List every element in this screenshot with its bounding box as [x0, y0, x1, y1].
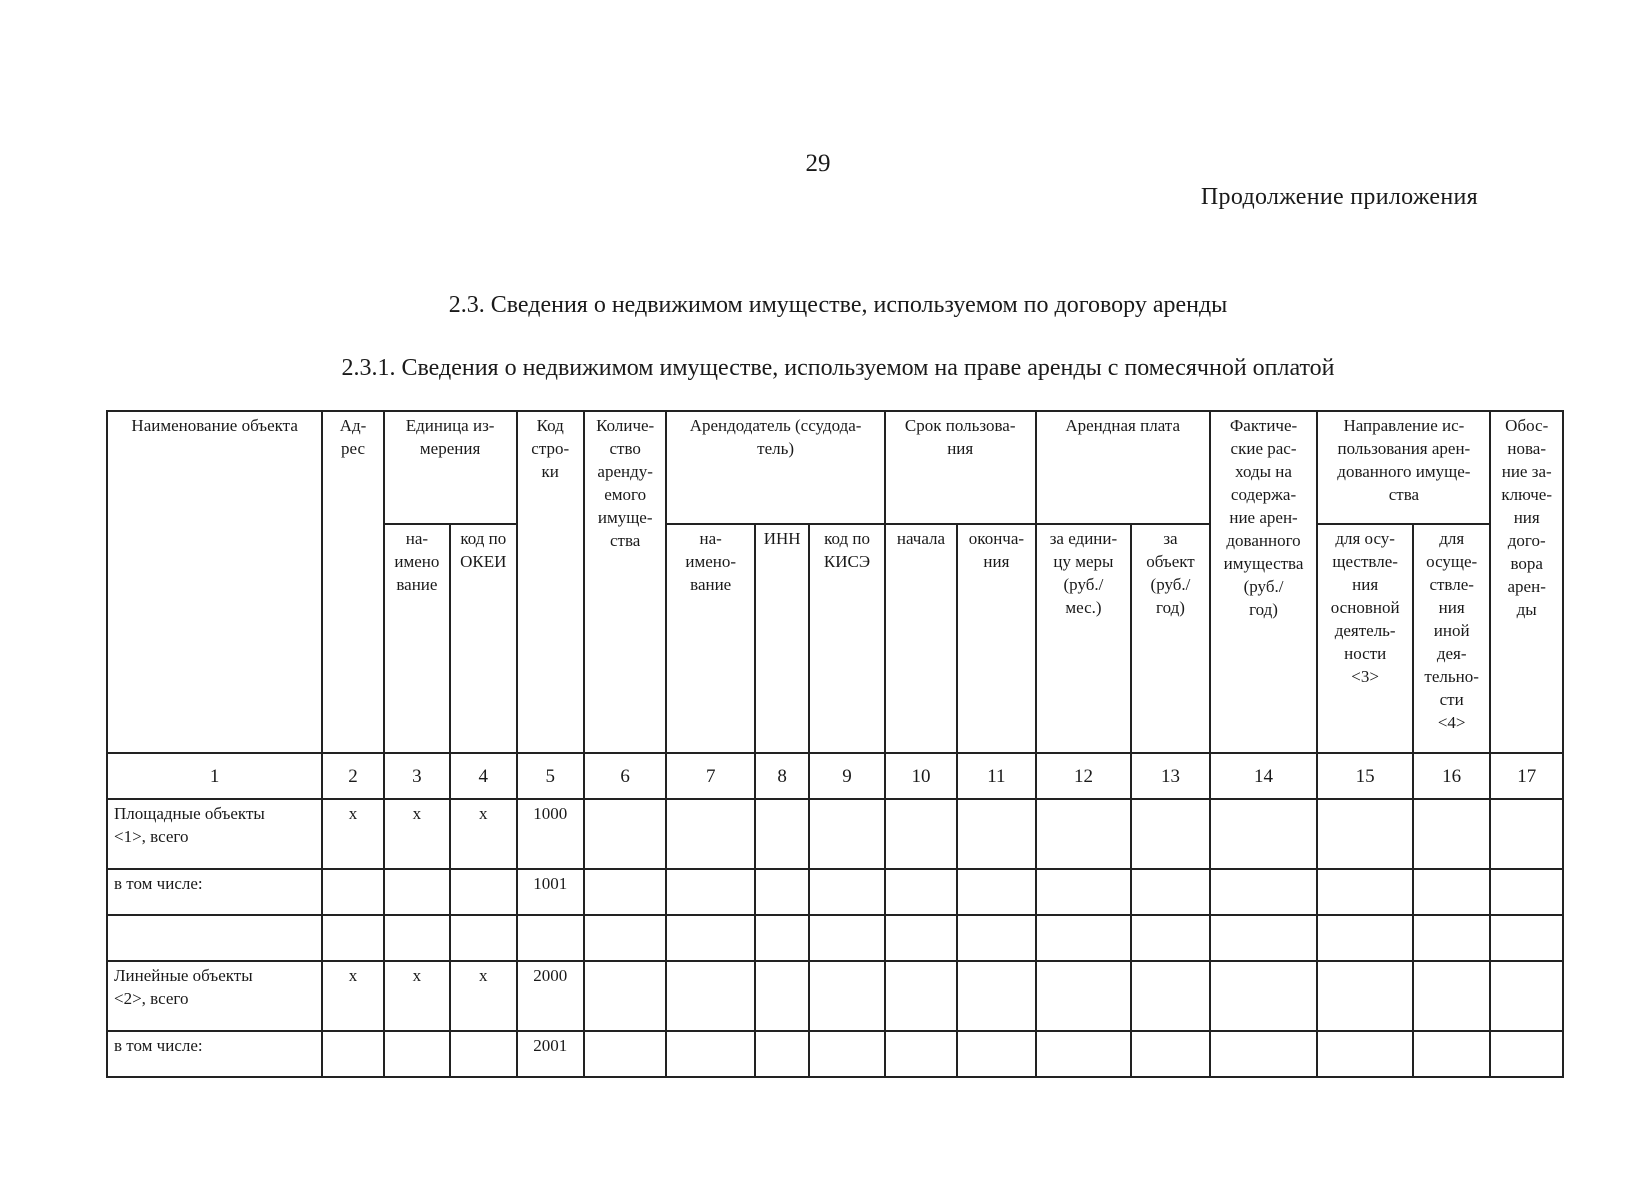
empty-cell[interactable] [1490, 799, 1563, 869]
empty-cell[interactable] [584, 1031, 667, 1077]
subsection-title: 2.3.1. Сведения о недвижимом имуществе, используемом на праве аренды с помесячной оплатой [341, 355, 1335, 381]
empty-cell[interactable] [957, 869, 1035, 915]
row-unit-name-cell[interactable] [384, 915, 450, 961]
column-number: 9 [809, 753, 884, 799]
column-number: 1 [107, 753, 322, 799]
header-rent: Арендная плата [1036, 411, 1210, 524]
section-title: 2.3. Сведения о недвижимом имуществе, используемом по договору аренды [448, 292, 1228, 318]
row-unit-name-cell[interactable]: x [384, 799, 450, 869]
empty-cell[interactable] [1036, 799, 1132, 869]
row-okei-cell[interactable]: x [450, 799, 516, 869]
empty-cell[interactable] [885, 961, 957, 1031]
empty-cell[interactable] [1036, 961, 1132, 1031]
empty-cell[interactable] [885, 1031, 957, 1077]
header-quantity: Количе- ство аренду- емого имуще- ства [584, 411, 667, 753]
empty-cell[interactable] [1413, 869, 1490, 915]
empty-cell[interactable] [1317, 869, 1413, 915]
row-unit-name-cell[interactable] [384, 1031, 450, 1077]
empty-cell[interactable] [1131, 961, 1209, 1031]
empty-cell[interactable] [1413, 961, 1490, 1031]
empty-cell[interactable] [1413, 915, 1490, 961]
header-direction-main: для осу- ществле- ния основной деятель- ности <3> [1317, 524, 1413, 753]
empty-cell[interactable] [1036, 915, 1132, 961]
empty-cell[interactable] [1131, 799, 1209, 869]
empty-cell[interactable] [666, 1031, 755, 1077]
table-row [107, 799, 1563, 869]
row-okei-cell[interactable] [450, 915, 516, 961]
empty-cell[interactable] [1210, 915, 1318, 961]
empty-cell[interactable] [584, 799, 667, 869]
column-number: 12 [1036, 753, 1132, 799]
header-actual-costs: Фактиче- ские рас- ходы на содержа- ние арен- дованного имущества (руб./ год) [1210, 411, 1318, 753]
empty-cell[interactable] [1036, 869, 1132, 915]
row-name-cell[interactable]: в том числе: [107, 1031, 322, 1077]
empty-cell[interactable] [1490, 869, 1563, 915]
table-row [107, 1031, 1563, 1077]
empty-cell[interactable] [1210, 869, 1318, 915]
row-unit-name-cell[interactable]: x [384, 961, 450, 1031]
row-okei-cell[interactable] [450, 869, 516, 915]
table-row [107, 961, 1563, 1031]
empty-cell[interactable] [1036, 1031, 1132, 1077]
column-number: 13 [1131, 753, 1209, 799]
row-name-cell[interactable]: Линейные объекты <2>, всего [107, 961, 322, 1031]
empty-cell[interactable] [1490, 961, 1563, 1031]
row-unit-name-cell[interactable] [384, 869, 450, 915]
row-address-cell[interactable] [322, 1031, 383, 1077]
column-number: 7 [666, 753, 755, 799]
column-number: 3 [384, 753, 450, 799]
row-code-cell [517, 915, 584, 961]
row-code-cell: 1001 [517, 869, 584, 915]
header-rent-unit: за едини- цу меры (руб./ мес.) [1036, 524, 1132, 753]
header-term: Срок пользова- ния [885, 411, 1036, 524]
empty-cell[interactable] [1317, 1031, 1413, 1077]
row-address-cell[interactable] [322, 915, 383, 961]
rental-property-table [106, 410, 1564, 1078]
table-row [107, 869, 1563, 915]
empty-cell[interactable] [885, 869, 957, 915]
empty-cell[interactable] [1413, 1031, 1490, 1077]
empty-cell[interactable] [584, 961, 667, 1031]
column-numbers-row [107, 753, 1563, 799]
row-okei-cell[interactable]: x [450, 961, 516, 1031]
column-number: 17 [1490, 753, 1563, 799]
header-row-1 [107, 411, 1563, 524]
empty-cell[interactable] [1490, 915, 1563, 961]
column-number: 15 [1317, 753, 1413, 799]
header-rent-object: за объект (руб./ год) [1131, 524, 1209, 753]
column-number: 16 [1413, 753, 1490, 799]
empty-cell[interactable] [1490, 1031, 1563, 1077]
continuation-label: Продолжение приложения [1200, 184, 1478, 210]
empty-cell[interactable] [809, 869, 884, 915]
empty-cell[interactable] [666, 799, 755, 869]
empty-cell[interactable] [809, 961, 884, 1031]
page-number: 29 [805, 150, 831, 177]
header-unit-okei: код по ОКЕИ [450, 524, 516, 753]
column-number: 11 [957, 753, 1035, 799]
table-row [107, 915, 1563, 961]
empty-cell[interactable] [957, 915, 1035, 961]
header-lessor: Арендодатель (ссудода- тель) [666, 411, 884, 524]
column-number: 14 [1210, 753, 1318, 799]
empty-cell[interactable] [1210, 961, 1318, 1031]
header-unit-name: на- имено вание [384, 524, 450, 753]
empty-cell[interactable] [755, 869, 809, 915]
empty-cell[interactable] [666, 961, 755, 1031]
empty-cell[interactable] [755, 915, 809, 961]
column-number: 2 [322, 753, 383, 799]
empty-cell[interactable] [1131, 869, 1209, 915]
column-number: 6 [584, 753, 667, 799]
row-code-cell: 1000 [517, 799, 584, 869]
header-code: Код стро- ки [517, 411, 584, 753]
header-direction-other: для осуще- ствле- ния иной дея- тельно- сти <4> [1413, 524, 1490, 753]
row-name-cell[interactable] [107, 915, 322, 961]
empty-cell[interactable] [1210, 799, 1318, 869]
empty-cell[interactable] [957, 961, 1035, 1031]
row-okei-cell[interactable] [450, 1031, 516, 1077]
column-number: 4 [450, 753, 516, 799]
empty-cell[interactable] [1317, 915, 1413, 961]
empty-cell[interactable] [957, 1031, 1035, 1077]
row-name-cell[interactable]: в том числе: [107, 869, 322, 915]
empty-cell[interactable] [755, 961, 809, 1031]
empty-cell[interactable] [1317, 961, 1413, 1031]
header-term-start: начала [885, 524, 957, 753]
row-code-cell: 2000 [517, 961, 584, 1031]
empty-cell[interactable] [809, 1031, 884, 1077]
empty-cell[interactable] [584, 915, 667, 961]
row-address-cell[interactable] [322, 869, 383, 915]
column-number: 8 [755, 753, 809, 799]
empty-cell[interactable] [1413, 799, 1490, 869]
header-lessor-name: на- имено- вание [666, 524, 755, 753]
empty-cell[interactable] [666, 915, 755, 961]
header-address: Ад- рес [322, 411, 383, 753]
empty-cell[interactable] [1131, 1031, 1209, 1077]
row-code-cell: 2001 [517, 1031, 584, 1077]
empty-cell[interactable] [755, 1031, 809, 1077]
empty-cell[interactable] [885, 799, 957, 869]
empty-cell[interactable] [957, 799, 1035, 869]
empty-cell[interactable] [666, 869, 755, 915]
empty-cell[interactable] [1210, 1031, 1318, 1077]
row-address-cell[interactable]: x [322, 799, 383, 869]
column-number: 5 [517, 753, 584, 799]
header-unit: Единица из- мерения [384, 411, 517, 524]
header-justification: Обос- нова- ние за- ключе- ния дого- вора арен- ды [1490, 411, 1563, 753]
column-number: 10 [885, 753, 957, 799]
empty-cell[interactable] [1317, 799, 1413, 869]
header-name: Наименование объекта [107, 411, 322, 753]
row-name-cell[interactable]: Площадные объекты <1>, всего [107, 799, 322, 869]
empty-cell[interactable] [809, 799, 884, 869]
row-address-cell[interactable]: x [322, 961, 383, 1031]
empty-cell[interactable] [809, 915, 884, 961]
empty-cell[interactable] [885, 915, 957, 961]
header-term-end: оконча- ния [957, 524, 1035, 753]
empty-cell[interactable] [584, 869, 667, 915]
header-direction: Направление ис- пользования арен- дованного имуще- ства [1317, 411, 1490, 524]
header-lessor-inn: ИНН [755, 524, 809, 753]
empty-cell[interactable] [1131, 915, 1209, 961]
header-lessor-kise: код по КИСЭ [809, 524, 884, 753]
empty-cell[interactable] [755, 799, 809, 869]
